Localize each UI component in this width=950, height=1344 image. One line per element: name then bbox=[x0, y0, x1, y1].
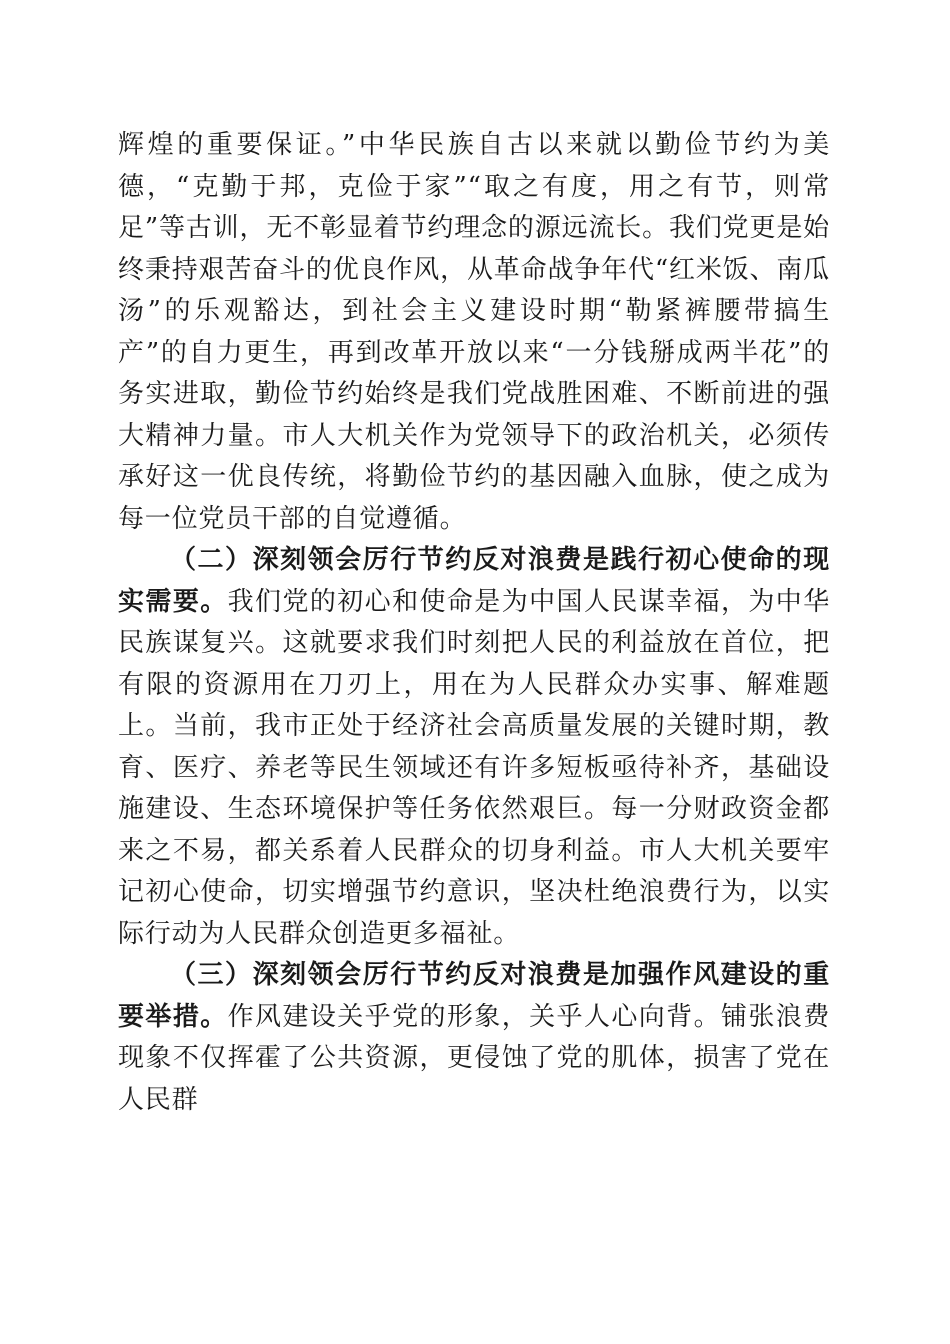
section-heading: （三）深刻领会厉行节约反对浪费是加强作风建设的重要举措。 bbox=[118, 960, 830, 1032]
paragraph-body: 我们党的初心和使命是为中国人民谋幸福，为中华民族谋复兴。这就要求我们时刻把人民的利益放在首位，把有限的资源用在刀刃上，用在为人民群众办实事、解难题上。当前，我市正处于经济社会高质量发展的关键时期，教育、医疗、养老等民生领域还有许多短板亟待补齐，基础设施建设、生态环境保护等任务依然艰巨。每一分财政资金都来之不易，都关系着人民群众的切身利益。市人大机关要牢记初心使命，切实增强节约意识，坚决杜绝浪费行为，以实际行动为人民群众创造更多福祉。 bbox=[118, 586, 830, 949]
paragraph-section-2 bbox=[118, 540, 830, 955]
document-body bbox=[118, 125, 830, 1121]
paragraph-section-3 bbox=[118, 955, 830, 1121]
paragraph-body: 辉煌的重要保证。”中华民族自古以来就以勤俭节约为美德，“克勤于邦，克俭于家”“取之有度，用之有节，则常足”等古训，无不彰显着节约理念的源远流长。我们党更是始终秉持艰苦奋斗的优良作风，从革命战争年代“红米饭、南瓜汤”的乐观豁达，到社会主义建设时期“勒紧裤腰带搞生产”的自力更生，再到改革开放以来“一分钱掰成两半花”的务实进取，勤俭节约始终是我们党战胜困难、不断前进的强大精神力量。市人大机关作为党领导下的政治机关，必须传承好这一优良传统，将勤俭节约的基因融入血脉，使之成为每一位党员干部的自觉遵循。 bbox=[118, 130, 830, 534]
paragraph-continuation bbox=[118, 125, 830, 540]
section-heading: （二）深刻领会厉行节约反对浪费是践行初心使命的现实需要。 bbox=[118, 545, 830, 617]
paragraph-body: 作风建设关乎党的形象，关乎人心向背。铺张浪费现象不仅挥霍了公共资源，更侵蚀了党的肌体，损害了党在人民群 bbox=[118, 1001, 830, 1115]
